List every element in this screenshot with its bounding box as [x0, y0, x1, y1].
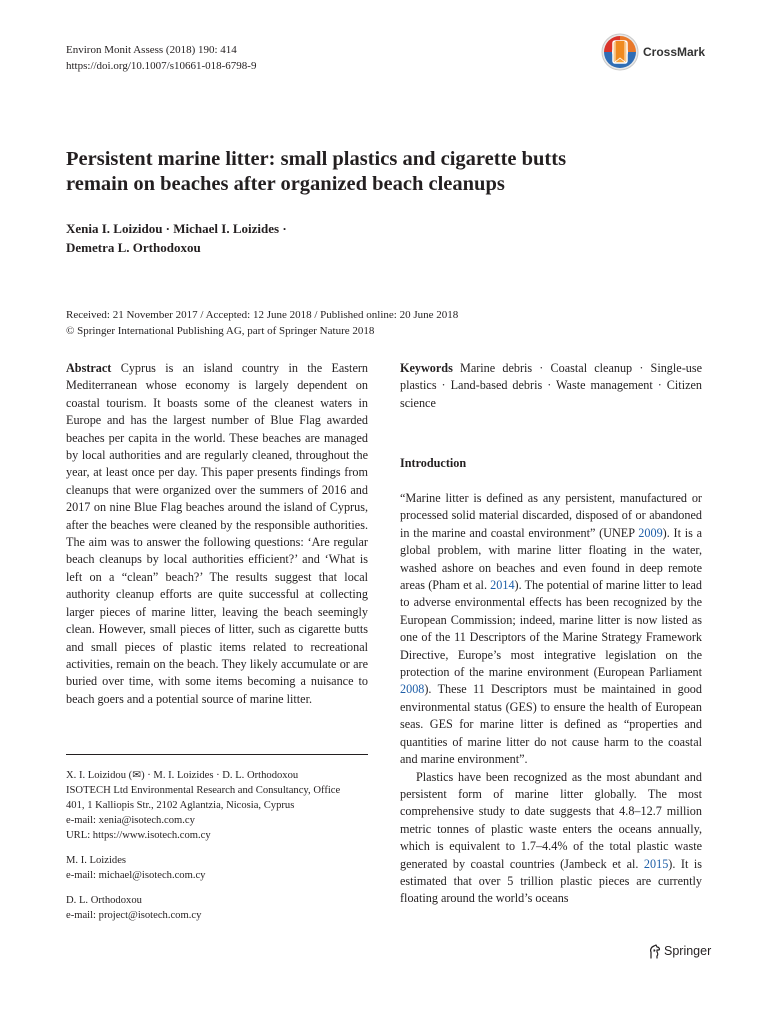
authors-line-1: Xenia I. Loizidou · Michael I. Loizides · — [66, 221, 287, 236]
intro-p1-text-d: ). These 11 Descriptors must be maintained in good environmental status (GES) to ensure the health of European seas. GES for marine litter is defined as “properties and quantities of marine litter do not cause harm to the coastal and marine environment”. — [400, 682, 702, 767]
keywords-text: Marine debris · Coastal cleanup · Single-use plastics · Land-based debris · Waste management · Citizen science — [400, 361, 703, 410]
springer-horse-icon — [648, 944, 662, 959]
affiliations — [66, 768, 368, 923]
intro-p1-text-c: ). The potential of marine litter to lead to adverse environmental effects has been recognized by the European Commission; indeed, marine litter is now listed as one of the 11 Descriptors of the Marine Strategy Framework Directive, Europe’s most integrative legislation on the protection of the marine environment (European Parliament — [400, 578, 702, 680]
copyright-notice: © Springer International Publishing AG, part of Springer Nature 2018 — [66, 325, 375, 337]
title-line-1: Persistent marine litter: small plastics and cigarette butts — [66, 148, 567, 170]
intro-p1-text-b: ). It is a global problem, with marine litter floating in the water, washed ashore on beaches and even found in deep remote areas (Pham et al. — [400, 525, 702, 593]
springer-label: Springer — [664, 944, 712, 958]
introduction-heading: Introduction — [400, 456, 467, 470]
affiliation-address-line: 401, 1 Kalliopis Str., 2102 Aglantzia, Nicosia, Cyprus — [66, 800, 295, 811]
affiliation-name-michael: M. I. Loizides — [66, 855, 127, 866]
authors-line-2: Demetra L. Orthodoxou — [66, 240, 201, 255]
affiliation-url[interactable]: URL: https://www.isotech.com.cy — [66, 830, 211, 841]
citation-jambeck-2015[interactable]: 2015 — [643, 856, 669, 871]
crossmark-icon — [600, 32, 640, 72]
crossmark-badge[interactable] — [600, 32, 710, 72]
affiliation-authors-line: X. I. Loizidou (✉) · M. I. Loizides · D. L. Orthodoxou — [66, 770, 299, 781]
citation-pham-2014[interactable]: 2014 — [490, 578, 515, 593]
journal-citation: Environ Monit Assess (2018) 190: 414 — [66, 44, 237, 56]
citation-unep-2009[interactable]: 2009 — [638, 525, 663, 540]
affiliation-org-line: ISOTECH Ltd Environmental Research and Consultancy, Office — [66, 785, 341, 796]
intro-p2-text-b: ). It is estimated that over 5 trillion plastic pieces are currently floating around the world’s oceans — [400, 856, 702, 906]
intro-paragraph-1 — [400, 490, 702, 769]
affiliation-email-demetra[interactable]: e-mail: project@isotech.com.cy — [66, 910, 202, 921]
affiliation-email-michael[interactable]: e-mail: michael@isotech.com.cy — [66, 870, 206, 881]
abstract-text: Cyprus is an island country in the Eastern Mediterranean whose economy is largely dependent on coastal tourism. It boasts some of the cleanest waters in Europe and has the largest number of Blue Flag awarded beaches per capita in the world. These beaches are managed by local authorities and are regularly cleaned, throughout the year, at least once per day. This paper presents findings from cleanups that were organized over the summers of 2016 and 2017 on nine Blue Flag beaches around the island of Cyprus, after the beaches were cleaned by the responsible authorities. The aim was to answer the following questions: ‘Are regular beach cleanups by local authorities efficient?’ and ‘What is left on a “clean” beach?’ The results suggest that local authority cleanup efforts are quite successful at collecting larger pieces of marine litter, leaving the beach seemingly clean. However, small pieces of litter, such as cigarette butts and small pieces of plastic items related to recreational activities, remain on the beach. They likely accumulate or are buried over time, with some items becoming a nuisance to beach goers and a potential source of marine litter. — [66, 361, 369, 706]
abstract-heading: Abstract — [66, 361, 112, 375]
crossmark-label: CrossMark — [643, 45, 706, 59]
keywords — [400, 360, 702, 412]
introduction-body — [400, 490, 702, 908]
footnote-divider — [66, 754, 368, 755]
doi-link[interactable]: https://doi.org/10.1007/s10661-018-6798-9 — [66, 60, 257, 72]
intro-paragraph-2 — [400, 769, 702, 908]
title-line-2: remain on beaches after organized beach cleanups — [66, 173, 505, 195]
article-title — [66, 147, 706, 197]
affiliation-name-demetra: D. L. Orthodoxou — [66, 895, 142, 906]
affiliation-email-xenia[interactable]: e-mail: xenia@isotech.com.cy — [66, 815, 195, 826]
publication-dates: Received: 21 November 2017 / Accepted: 12 June 2018 / Published online: 20 June 2018 — [66, 309, 459, 321]
intro-p2-text-a: Plastics have been recognized as the most abundant and persistent form of marine litter globally. The most comprehensive study to date suggests that 4.8–12.7 million metric tonnes of plastic waste enters the oceans annually, which is equivalent to 1.7–4.4% of the total plastic waste generated by coastal countries (Jambeck et al. — [400, 769, 702, 871]
author-list — [66, 219, 287, 257]
keywords-heading: Keywords — [400, 361, 453, 375]
intro-p1-text-a: “Marine litter is defined as any persistent, manufactured or processed solid material discarded, disposed of or abandoned in the marine and coastal environment” (UNEP — [400, 491, 702, 540]
citation-european-parliament-2008[interactable]: 2008 — [400, 682, 425, 697]
abstract — [66, 360, 368, 708]
